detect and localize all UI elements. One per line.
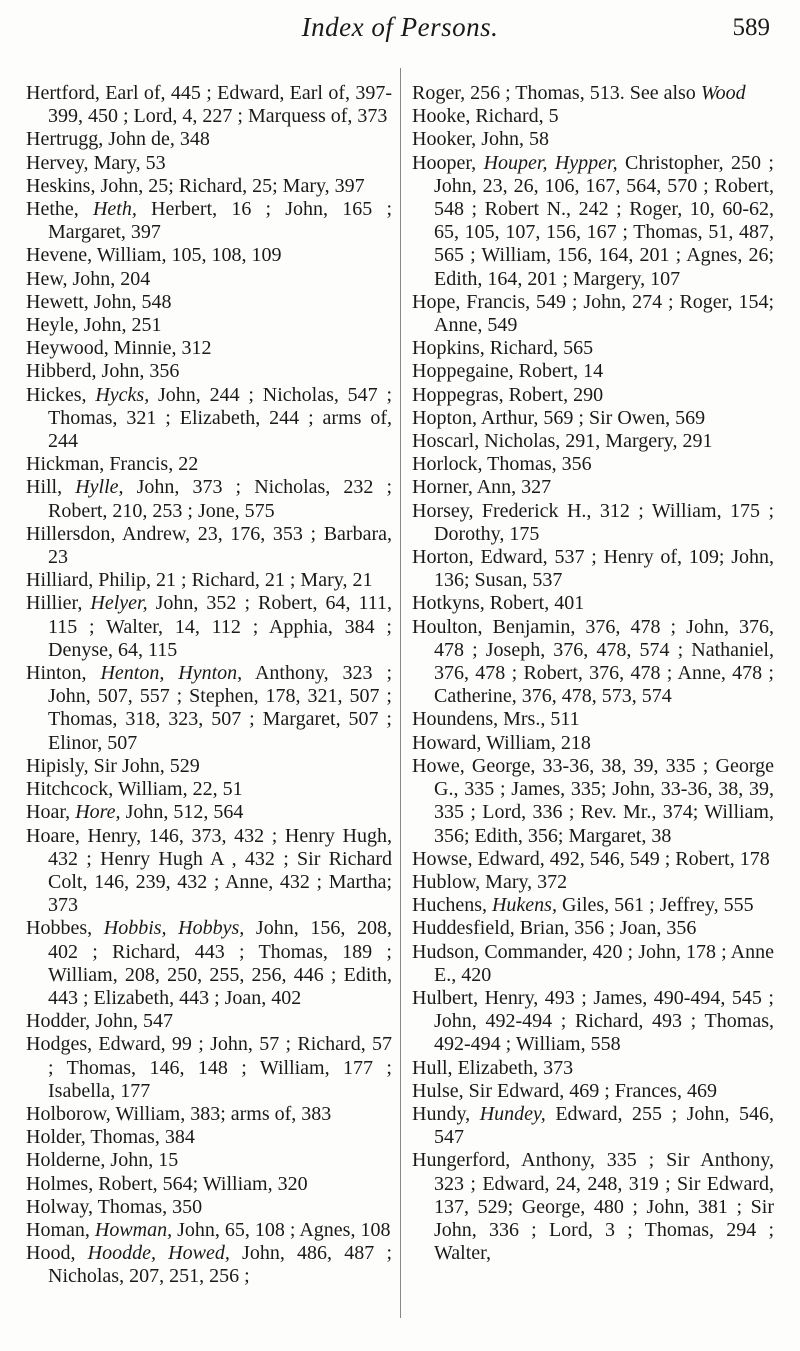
entry-references: John, 58 — [476, 128, 549, 151]
entry-references: Edward, 537 ; Henry of, 109; John, 136; Susan, 537 — [434, 546, 774, 592]
index-entry — [26, 476, 392, 522]
entry-references: John, 65, 108 ; Agnes, 108 — [172, 1218, 391, 1241]
index-entry — [26, 384, 392, 454]
index-entry — [26, 82, 392, 128]
entry-references: Arthur, 569 ; Sir Owen, 569 — [477, 406, 706, 429]
index-entry — [26, 1242, 392, 1288]
entry-references: Robert, 14 — [513, 360, 604, 383]
index-entry — [26, 825, 392, 918]
entry-surname: Hoppegras, — [412, 383, 504, 406]
index-entry — [412, 1103, 774, 1149]
entry-surname: Hoar, — [26, 801, 71, 824]
entry-references: Thomas, 356 — [482, 453, 592, 476]
entry-references: George, 33-36, 38, 39, 335 ; George G., 335 ; James, 335; John, 33-36, 38, 39, 335 ; Lord, 336 ; Rev. Mr., 374; William, 356; Edith, 356; Margaret, 38 — [434, 754, 774, 847]
index-entry — [412, 105, 774, 128]
entry-surname: Hilliard, — [26, 569, 94, 592]
entry-surname: Hickes, — [26, 383, 87, 406]
index-entry — [412, 82, 774, 105]
index-entry — [26, 198, 392, 244]
entry-surname: Hill, — [26, 476, 63, 499]
entry-surname: Hoppegaine, — [412, 360, 514, 383]
index-entry — [26, 1219, 392, 1242]
entry-references: Ann, 327 — [472, 476, 552, 499]
entry-references: Edward, 492, 546, 549 ; Robert, 178 — [472, 847, 770, 870]
index-entry — [26, 360, 392, 383]
page-header — [0, 0, 800, 60]
index-column-left — [26, 82, 392, 1289]
index-entry — [26, 244, 392, 267]
entry-references: John, 251 — [78, 314, 162, 337]
index-entry — [26, 778, 392, 801]
entry-references: John, 244 ; Nicholas, 547 ; Thomas, 321 ; Elizabeth, 244 ; arms of, 244 — [48, 383, 393, 453]
entry-references: William, 218 — [481, 731, 591, 754]
index-entry — [26, 523, 392, 569]
entry-references: Minnie, 312 — [108, 337, 212, 360]
entry-references: Anthony, 323 ; John, 507, 557 ; Stephen, 178, 321, 507 ; Thomas, 318, 323, 507 ; Margaret, 507 ; Elinor, 507 — [48, 662, 393, 754]
entry-references: Andrew, 23, 176, 353 ; Barbara, 23 — [48, 522, 392, 569]
entry-surname: Hillersdon, — [26, 522, 116, 545]
entry-surname: Hobbes, — [26, 917, 93, 940]
index-entry — [412, 476, 774, 499]
entry-references: Frederick H., 312 ; William, 175 ; Dorothy, 175 — [434, 499, 774, 545]
entry-surname: Hevene, — [26, 244, 93, 267]
index-entry — [412, 128, 774, 151]
index-entry — [26, 1010, 392, 1033]
index-entry — [412, 453, 774, 476]
entry-surname: Holder, — [26, 1126, 86, 1149]
entry-references: John, 548 — [88, 290, 172, 313]
entry-references: Mrs., 511 — [498, 708, 580, 731]
index-entry — [412, 941, 774, 987]
index-entry — [412, 917, 774, 940]
entry-surname: Heyle, — [26, 314, 79, 337]
entry-references: Christopher, 250 ; John, 23, 26, 106, 167, 564, 570 ; Robert, 548 ; Robert N., 242 ; Roger, 10, 60-62, 65, 105, 107, 156, 167 ; Thomas, 51, 487, 565 ; William, 156, 164, 201 ; Agnes, 26; Edith, 164, 201 ; Margery, 107 — [434, 151, 774, 290]
entry-surname: Huchens, — [412, 894, 487, 917]
entry-surname: Hood, — [26, 1242, 76, 1265]
entry-surname: Homan, — [26, 1218, 90, 1241]
entry-references: Earl of, 445 ; Edward, Earl of, 397-399, 450 ; Lord, 4, 227 ; Marquess of, 373 — [48, 82, 392, 128]
entry-surname: Howard, — [412, 731, 482, 754]
index-entry — [26, 128, 392, 151]
entry-surname: Howse, — [412, 847, 473, 870]
index-entry — [412, 708, 774, 731]
entry-references: Edward, 99 ; John, 57 ; Richard, 57 ; Thomas, 146, 148 ; William, 177 ; Isabella, 177 — [48, 1033, 392, 1102]
index-entry — [26, 291, 392, 314]
entry-references: John, 15 — [105, 1149, 179, 1172]
entry-references: Roger, 256 ; Thomas, 513. See also — [412, 82, 701, 104]
page-number: 589 — [732, 14, 770, 41]
entry-surname: Hungerford, — [412, 1149, 511, 1172]
index-entry — [26, 1103, 392, 1126]
entry-variant-spelling: Hobbis, Hobbys, — [103, 917, 245, 940]
entry-surname: Hoscarl, — [412, 430, 480, 453]
entry-surname: Hitchcock, — [26, 778, 114, 801]
entry-variant-spelling: Hore, — [75, 801, 121, 824]
entry-references: Francis, 22 — [104, 453, 199, 476]
entry-variant-spelling: Hylle, — [75, 476, 124, 499]
entry-references: Giles, 561 ; Jeffrey, 555 — [556, 894, 754, 917]
index-entry — [412, 755, 774, 848]
entry-surname: Hinton, — [26, 662, 87, 685]
entry-surname: Hipisly, — [26, 754, 89, 777]
entry-surname: Hodges, — [26, 1033, 93, 1056]
entry-references: Mary, 53 — [88, 151, 166, 174]
index-entry — [26, 175, 392, 198]
entry-references: Henry, 146, 373, 432 ; Henry Hugh, 432 ; Henry Hugh A , 432 ; Sir Richard Colt, 146, 239, 432 ; Anne, 432 ; Martha; 373 — [48, 824, 392, 917]
index-entry — [26, 801, 392, 824]
index-entry — [412, 384, 774, 407]
entry-surname: Hertford, — [26, 82, 100, 104]
entry-variant-spelling: Helyer, — [90, 592, 148, 615]
entry-references: Commander, 420 ; John, 178 ; Anne E., 420 — [434, 940, 774, 986]
entry-surname: Huddesfield, — [412, 917, 515, 940]
index-entry — [412, 1149, 774, 1265]
entry-surname: Hickman, — [26, 453, 105, 476]
entry-surname: Holway, — [26, 1195, 94, 1218]
index-entry — [26, 314, 392, 337]
index-entry — [412, 407, 774, 430]
entry-references: William, 383; arms of, 383 — [110, 1102, 332, 1125]
index-entry — [412, 1057, 774, 1080]
entry-surname: Hundy, — [412, 1102, 471, 1125]
entry-references: Robert, 564; William, 320 — [93, 1172, 308, 1195]
index-entry — [26, 592, 392, 662]
entry-references: William, 22, 51 — [113, 778, 243, 801]
entry-surname: Hethe, — [26, 198, 79, 221]
entry-references: Sir Edward, 469 ; Frances, 469 — [463, 1079, 717, 1102]
index-entry — [412, 616, 774, 709]
entry-surname: Hotkyns, — [412, 592, 485, 615]
entry-references: Herbert, 16 ; John, 165 ; Margaret, 397 — [48, 198, 392, 244]
entry-references: Philip, 21 ; Richard, 21 ; Mary, 21 — [93, 569, 373, 592]
entry-surname: Hooke, — [412, 105, 471, 128]
entry-surname: Hibberd, — [26, 360, 97, 383]
column-divider — [400, 68, 401, 1318]
entry-surname: Hodder, — [26, 1010, 91, 1033]
index-entry — [26, 337, 392, 360]
index-entry — [412, 152, 774, 291]
entry-references: Robert, 401 — [484, 592, 585, 615]
index-entry — [412, 732, 774, 755]
index-entry — [26, 268, 392, 291]
index-column-right — [412, 82, 774, 1265]
entry-surname: Horlock, — [412, 453, 483, 476]
entry-references: Anthony, 335 ; Sir Anthony, 323 ; Edward, 24, 248, 319 ; Sir Edward, 137, 529; George, 480 ; John, 381 ; Sir John, 336 ; Lord, 3 ; Thomas, 294 ; Walter, — [434, 1149, 774, 1265]
entry-surname: Houndens, — [412, 708, 499, 731]
entry-variant-spelling: Hundey, — [479, 1102, 546, 1125]
entry-references: Benjamin, 376, 478 ; John, 376, 478 ; Joseph, 376, 478, 574 ; Nathaniel, 376, 478 ; Robert, 376, 478 ; Anne, 478 ; Catherine, 376, 478, 573, 574 — [434, 615, 774, 708]
index-entry — [26, 917, 392, 1010]
entry-surname: Hudson, — [412, 940, 480, 963]
entry-variant-spelling: Heth, — [92, 198, 137, 221]
entry-references: John, 25; Richard, 25; Mary, 397 — [95, 174, 365, 197]
entry-surname: Hublow, — [412, 870, 481, 893]
index-entry — [412, 430, 774, 453]
entry-surname: Holderne, — [26, 1149, 106, 1172]
entry-surname: Howe, — [412, 754, 465, 777]
index-entry — [26, 152, 392, 175]
entry-references: Richard, 565 — [484, 337, 594, 360]
entry-surname: Hew, — [26, 267, 68, 290]
entry-references: Francis, 549 ; John, 274 ; Roger, 154; Anne, 549 — [434, 290, 774, 337]
entry-references: John, 356 — [96, 360, 180, 383]
entry-surname: Hopton, — [412, 406, 477, 429]
index-entry — [412, 546, 774, 592]
entry-references: John, 512, 564 — [120, 801, 244, 824]
index-entry — [26, 1149, 392, 1172]
entry-surname: Hooper, — [412, 151, 477, 174]
entry-surname: Hooker, — [412, 128, 477, 151]
entry-references: John, 352 ; Robert, 64, 111, 115 ; Walter, 14, 112 ; Apphia, 384 ; Denyse, 64, 115 — [48, 592, 392, 661]
index-entry — [412, 987, 774, 1057]
entry-variant-spelling: Hukens, — [491, 894, 557, 917]
entry-surname: Hopkins, — [412, 337, 485, 360]
index-entry — [412, 894, 774, 917]
index-entry — [412, 500, 774, 546]
entry-references: Robert, 290 — [503, 383, 604, 406]
index-entry — [26, 662, 392, 755]
entry-surname: Heywood, — [26, 337, 109, 360]
entry-surname: Hertrugg, — [26, 128, 104, 151]
entry-references: Henry, 493 ; James, 490-494, 545 ; John, 492-494 ; Richard, 493 ; Thomas, 492-494 ; William, 558 — [434, 986, 774, 1056]
entry-surname: Hervey, — [26, 151, 89, 174]
entry-references: Thomas, 384 — [85, 1126, 195, 1149]
index-entry — [412, 291, 774, 337]
entry-surname: Horsey, — [412, 499, 474, 522]
index-entry — [412, 592, 774, 615]
entry-surname: Heskins, — [26, 174, 96, 197]
entry-references: Sir John, 529 — [88, 754, 200, 777]
entry-surname: Houlton, — [412, 615, 483, 638]
index-entry — [26, 453, 392, 476]
entry-references: John, 156, 208, 402 ; Richard, 443 ; Thomas, 189 ; William, 208, 250, 255, 256, 446 ; Edith, 443 ; Elizabeth, 443 ; Joan, 402 — [48, 917, 392, 1009]
entry-cross-reference: Wood — [700, 82, 746, 104]
entry-references: John, 204 — [67, 267, 151, 290]
index-entry — [26, 1033, 392, 1103]
entry-surname: Hulse, — [412, 1079, 464, 1102]
entry-surname: Hope, — [412, 290, 461, 313]
entry-surname: Holmes, — [26, 1172, 94, 1195]
index-entry — [26, 1126, 392, 1149]
entry-references: Brian, 356 ; Joan, 356 — [514, 917, 697, 940]
entry-references: John de, 348 — [103, 128, 210, 151]
entry-references: Elizabeth, 373 — [452, 1056, 574, 1079]
entry-references: William, 105, 108, 109 — [92, 244, 282, 267]
entry-surname: Hoare, — [26, 824, 80, 847]
entry-references: Richard, 5 — [470, 105, 559, 128]
entry-references: Nicholas, 291, Margery, 291 — [479, 430, 713, 453]
entry-variant-spelling: Howman, — [94, 1218, 173, 1241]
entry-variant-spelling: Houper, Hypper, — [483, 151, 618, 174]
entry-surname: Hillier, — [26, 592, 83, 615]
page-title: Index of Persons. — [301, 12, 499, 42]
entry-variant-spelling: Henton, Hynton, — [100, 662, 243, 685]
entry-surname: Horton, — [412, 546, 474, 569]
index-entry — [26, 1196, 392, 1219]
entry-variant-spelling: Hycks, — [95, 383, 150, 406]
entry-references: Mary, 372 — [480, 870, 568, 893]
entry-references: John, 373 ; Nicholas, 232 ; Robert, 210, 253 ; Jone, 575 — [48, 476, 393, 522]
index-entry — [412, 360, 774, 383]
entry-surname: Hull, — [412, 1056, 453, 1079]
entry-references: Edward, 255 ; John, 546, 547 — [434, 1102, 775, 1149]
entry-surname: Holborow, — [26, 1102, 111, 1125]
entry-variant-spelling: Hoodde, Howed, — [87, 1242, 230, 1265]
entry-references: John, 547 — [90, 1010, 173, 1033]
index-entry — [412, 848, 774, 871]
index-entry — [26, 755, 392, 778]
entry-surname: Hulbert, — [412, 986, 479, 1009]
entry-references: Thomas, 350 — [93, 1195, 203, 1218]
index-entry — [26, 569, 392, 592]
index-entry — [26, 1173, 392, 1196]
index-entry — [412, 1080, 774, 1103]
entry-surname: Hewett, — [26, 290, 89, 313]
entry-references: John, 486, 487 ; Nicholas, 207, 251, 256 ; — [48, 1242, 392, 1288]
index-entry — [412, 871, 774, 894]
index-entry — [412, 337, 774, 360]
entry-surname: Horner, — [412, 476, 473, 499]
